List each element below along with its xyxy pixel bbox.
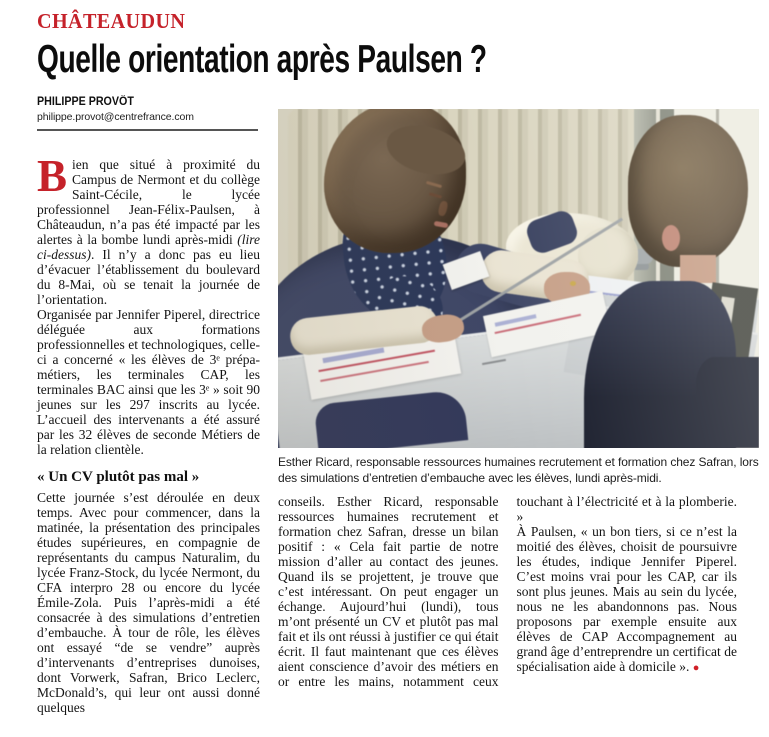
- article-headline: Quelle orientation après Paulsen ?: [37, 38, 487, 81]
- paragraph-1-end: . Il n’y a donc pas eu lieu d’évacuer l’établissement du boulevard du 8-Mai, où se tenait la journée de l’orientation.: [37, 247, 260, 307]
- section-rubric: CHÂTEAUDUN: [37, 9, 186, 33]
- drop-cap: B: [37, 151, 68, 201]
- paragraph-1-text: ien que situé à proximité du Campus de Nermont et du collège Saint-Cécile, le lycée professionnel Jean-Félix-Paulsen, à Châteaudun, n’a pas été impacté par les alertes à la bombe lundi après-midi: [37, 157, 260, 247]
- article-end-mark: ●: [692, 662, 700, 674]
- student-neck: [680, 255, 716, 283]
- paragraph-1-italic: (lire ci-dessus): [37, 232, 260, 262]
- paragraph-5: [517, 524, 738, 676]
- left-column: [37, 92, 260, 715]
- student-ear: [662, 225, 680, 251]
- article-photo: [278, 109, 759, 448]
- byline-author: PHILIPPE PROVÔT: [37, 96, 134, 108]
- paragraph-3: Cette journée s’est déroulée en deux temps. Avec pour commencer, dans la matinée, la présentation des principales études supérieures, en compagnie de représentants du campus Naturalim, du lycée Franz-Stock, du lycée Nermont, du CFA interpro 28 ou encore du lycée Émile-Zola. Puis l’après-midi a été consacrée à des simulations d’entretien d’embauche. À tour de rôle, les élèves ont essayé “de se vendre” auprès d’intervenants d’entreprises dunoises, dont Vorwerk, Safran, Brico Leclerc, McDonald’s, qui leur ont aussi donné quelques: [37, 490, 260, 715]
- paragraph-4: conseils. Esther Ricard, responsable ressources humaines recrutement et formation chez Safran, dresse un bilan positif : « Cela fait partie de notre mission d’aller au contact des jeunes. Quand ils se projettent, je trouve que c’est intéressant. On peut engager un échange. Aujourd’hui (lundi), tous m’ont présenté un CV et plutôt pas mal fait et ils ont réussi à justifier ce qui était écrit. Il faut maintenant que ces élèves aient conscience d’avoir des métiers en or entre les mains, notamment ceux touchant à l’électricité et à la plomberie. »: [278, 494, 737, 689]
- paragraph-1: [37, 151, 260, 307]
- student-arm: [696, 357, 759, 448]
- paragraph-5-text: À Paulsen, « un bon tiers, si ce n’est la moitié des élèves, choisit de poursuivre les études, indique Jennifer Piperel. C’est moins vrai pour les CAP, car ils sont plus jeunes. Mais au sein du lycée, nous ne les abandonnons pas. Nous proposons par exemple ensuite aux élèves de CAP Accompagnement au grand âge d’entreprendre un certificat de spécialisation aide à domicile ».: [516, 524, 737, 674]
- byline-email: philippe.provot@centrefrance.com: [37, 111, 194, 123]
- article-body: [37, 92, 769, 715]
- gold-ring: [570, 281, 576, 286]
- right-column: [278, 92, 759, 715]
- continuation-columns: [278, 494, 737, 708]
- article-subhead: « Un CV plutôt pas mal »: [37, 469, 200, 485]
- paper-text-line: [320, 361, 429, 382]
- paragraph-2: Organisée par Jennifer Piperel, directrice déléguée aux formations professionnelles et technologiques, celle-ci a concerné « les élèves de 3ᵉ prépa-métiers, les terminales CAP, les terminales BAC ainsi que les 3ᵉ » soit 90 jeunes sur les 297 inscrits au lycée. L’accueil des intervenants a été assuré par les 32 élèves de seconde Métiers de la relation clientèle.: [37, 307, 260, 457]
- photo-caption: Esther Ricard, responsable ressources humaines recrutement et formation chez Safran, lors des simulations d’entretien d’embauche avec les élèves, lundi après-midi.: [278, 455, 759, 485]
- left-column-text: [37, 151, 260, 715]
- article-header: [0, 0, 769, 82]
- photo-scene: [278, 109, 759, 448]
- byline-rule: [37, 129, 258, 131]
